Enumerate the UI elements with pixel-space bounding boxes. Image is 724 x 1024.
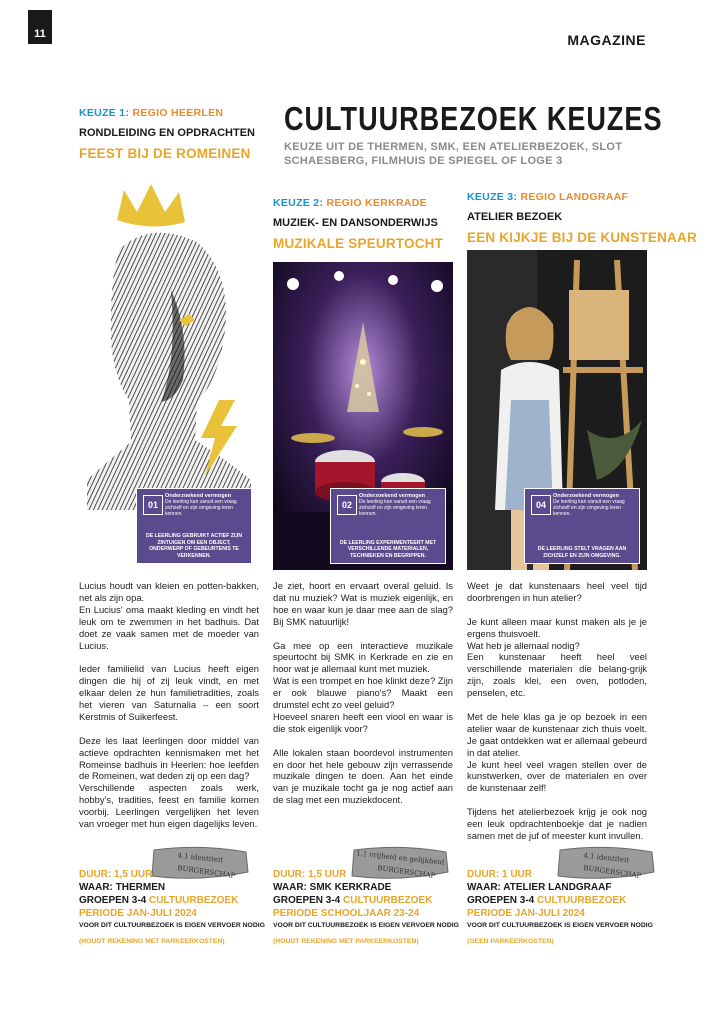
column-2-footer <box>273 869 459 945</box>
keuze-regio: REGIO HEERLEN <box>132 107 224 119</box>
section-label: MAGAZINE <box>567 32 646 48</box>
groups-label: GROEPEN 3-4 <box>79 895 147 906</box>
parking-note: (HOUDT REKENING MET PARKEERKOSTEN) <box>273 938 419 945</box>
groups <box>273 895 459 906</box>
badge-heading: Onderzoekend vermogen <box>553 493 620 499</box>
period: PERIODE JAN-JULI 2024 <box>467 908 585 919</box>
outcome-badge-3 <box>524 488 640 564</box>
stamp-top: 4.1 identiteit <box>177 851 224 865</box>
groups <box>467 895 653 906</box>
stamp-top: 1.1 vrijheid en gelijkheid <box>355 849 445 867</box>
stamp-bottom: BURGERSCHAP <box>582 864 642 881</box>
transport-note: VOOR DIT CULTUURBEZOEK IS EIGEN VERVOER NODIG <box>79 922 265 929</box>
badge-heading: Onderzoekend vermogen <box>165 493 232 499</box>
period: PERIODE JAN-JULI 2024 <box>79 908 197 919</box>
badge-info <box>359 493 441 517</box>
duration: DUUR: 1 UUR <box>467 869 532 880</box>
groups-label: GROEPEN 3-4 <box>273 895 341 906</box>
column-3-body <box>467 580 647 854</box>
transport-note: VOOR DIT CULTUURBEZOEK IS EIGEN VERVOER NODIG <box>467 922 653 929</box>
keuze-2-activity: MUZIEK- EN DANSONDERWIJS <box>273 217 438 229</box>
duration: DUUR: 1,5 UUR <box>273 869 347 880</box>
paragraph: Lucius houdt van kleien en potten-bakken, net als zijn opa. En Lucius' oma maakt kleding en vindt het leuk om te zwemmen in het badhuis. Dat doet ze vaak samen met de moeder van Lucius. <box>79 580 259 651</box>
location: WAAR: THERMEN <box>79 882 166 893</box>
badge-footer: DE LEERLING GEBRUIKT ACTIEF ZIJN ZINTUIGEN OM EEN OBJECT, ONDERWERP OF GEBEURTENIS TE VERKENNEN. <box>145 533 243 559</box>
paragraph: Tijdens het atelierbezoek krijg je ook nog een leuk opdrachtenboekje dat je nadien samen met de juf of meester kunt invullen. <box>467 806 647 841</box>
paragraph: Weet je dat kunstenaars heel veel tijd doorbrengen in hun atelier? <box>467 580 647 603</box>
badge-number: 01 <box>143 495 163 515</box>
badge-text: De leerling kan vanuit een vraag zichzelf en zijn omgeving leren kennen. <box>165 499 237 517</box>
badge-info <box>165 493 247 517</box>
location: WAAR: SMK KERKRADE <box>273 882 392 893</box>
transport-note: VOOR DIT CULTUURBEZOEK IS EIGEN VERVOER NODIG <box>273 922 459 929</box>
paragraph: Deze les laat leerlingen door middel van actieve opdrachten kennismaken met het Romeinse badhuis in Heerlen: hoe leefden de Romeinen, wat deden zij op een dag? Verschillende aspecten zoals werk, hobby's, tradities, feest en familie komen voorbij. Leerlingen vergelijken het leven van vroeger met hun eigen dagelijks leven. <box>79 734 259 830</box>
column-3-footer <box>467 869 653 945</box>
groups-tag: CULTUURBEZOEK <box>343 895 433 906</box>
stamp-bottom: BURGERSCHAP <box>176 864 236 881</box>
keuze-number: KEUZE 3: <box>467 191 518 203</box>
paragraph: Met de hele klas ga je op bezoek in een atelier waar de kunstenaar zich thuis voelt. Je gaat ontdekken wat er allemaal gebeurd in dat atelier. Je kunt heel veel vragen stellen over de kunstwerken, over de materialen en over de kunstenaar zelf! <box>467 710 647 794</box>
parking-note: (GEEN PARKEERKOSTEN) <box>467 938 554 945</box>
badge-text: De leerling kan vanuit een vraag zichzelf en zijn omgeving leren kennen. <box>553 499 625 517</box>
badge-footer: DE LEERLING EXPERIMENTEERT MET VERSCHILLENDE MATERIALEN, TECHNIEKEN EN BEGRIPPEN. <box>339 539 437 559</box>
keuze-1-activity: RONDLEIDING EN OPDRACHTEN <box>79 127 256 139</box>
keuze-1-theme: FEEST BIJ DE ROMEINEN <box>79 146 251 161</box>
paragraph: Ieder familielid van Lucius heeft eigen dingen die hij of zij leuk vindt, en met elkaar delen ze hun familietradities, zoals het vieren van Saturnalia – een soort Kerstmis of Suikerfeest. <box>79 663 259 722</box>
keuze-regio: REGIO LANDGRAAF <box>520 191 629 203</box>
badge-footer: DE LEERLING STELT VRAGEN AAN ZICHZELF EN ZIJN OMGEVING. <box>537 546 627 559</box>
badge-number: 02 <box>337 495 357 515</box>
stamp-bottom: BURGERSCHAP <box>376 864 436 881</box>
column-1-footer <box>79 869 265 945</box>
paragraph: Alle lokalen staan boordevol instrumenten en door het hele gebouw zijn verrassende muzikale dingen te doen. Aan het einde van je muzikale tocht ga je nog actief aan de slag met een muziekdocent. <box>273 746 453 806</box>
page-title: CULTUURBEZOEK KEUZES <box>284 100 663 137</box>
location: WAAR: ATELIER LANDGRAAF <box>467 882 612 893</box>
keuze-number: KEUZE 2: <box>273 197 324 209</box>
badge-info <box>553 493 635 517</box>
groups <box>79 895 265 906</box>
paragraph: Je kunt alleen maar kunst maken als je je ergens thuisvoelt. Wat heb je allemaal nodig? Een kunstenaar heeft heel veel verschillende materialen die belang-grijk zijn, zoals klei, een oven, potloden, penselen, etc. <box>467 615 647 699</box>
outcome-badge-1 <box>136 488 252 564</box>
keuze-number: KEUZE 1: <box>79 107 130 119</box>
groups-tag: CULTUURBEZOEK <box>149 895 239 906</box>
keuze-3-activity: ATELIER BEZOEK <box>467 211 563 223</box>
parking-note: (HOUDT REKENING MET PARKEERKOSTEN) <box>79 938 225 945</box>
page-number: 11 <box>28 10 52 44</box>
badge-heading: Onderzoekend vermogen <box>359 493 426 499</box>
groups-tag: CULTUURBEZOEK <box>537 895 627 906</box>
period: PERIODE SCHOOLJAAR 23-24 <box>273 908 420 919</box>
paragraph: Ga mee op een interactieve muzikale speurtocht bij SMK in Kerkrade en zie en hoor wat je allemaal kunt met muziek. Wat is een trompet en hoe klinkt deze? Zijn er ook blauwe piano's? Maakt een drumstel echt zo veel geluid? Hoeveel snaren heeft een viool en waar is die stok eigenlijk voor? <box>273 639 453 734</box>
keuze-regio: REGIO KERKRADE <box>326 197 427 209</box>
keuze-3-theme: EEN KIJKJE BIJ DE KUNSTENAAR <box>467 230 697 245</box>
keuze-2-label <box>273 197 427 209</box>
outcome-badge-2 <box>330 488 446 564</box>
duration: DUUR: 1,5 UUR <box>79 869 153 880</box>
stamp-top: 4.1 identiteit <box>583 851 630 865</box>
page-subtitle: KEUZE UIT DE THERMEN, SMK, EEN ATELIERBEZOEK, SLOT SCHAESBERG, FILMHUIS DE SPIEGEL OF LOGE 3 <box>284 141 623 167</box>
groups-label: GROEPEN 3-4 <box>467 895 535 906</box>
badge-text: De leerling kan vanuit een vraag zichzelf en zijn omgeving leren kennen. <box>359 499 431 517</box>
keuze-1-label <box>79 107 223 119</box>
paragraph: Je ziet, hoort en ervaart overal geluid. Is dat nu muziek? Wat is muziek eigenlijk, en hoe en waar kun je daar mee aan de slag? Bij SMK natuurlijk! <box>273 580 453 627</box>
keuze-2-theme: MUZIKALE SPEURTOCHT <box>273 236 444 251</box>
column-1-body <box>79 580 259 842</box>
column-2-body <box>273 580 453 818</box>
keuze-3-label <box>467 191 628 203</box>
badge-number: 04 <box>531 495 551 515</box>
